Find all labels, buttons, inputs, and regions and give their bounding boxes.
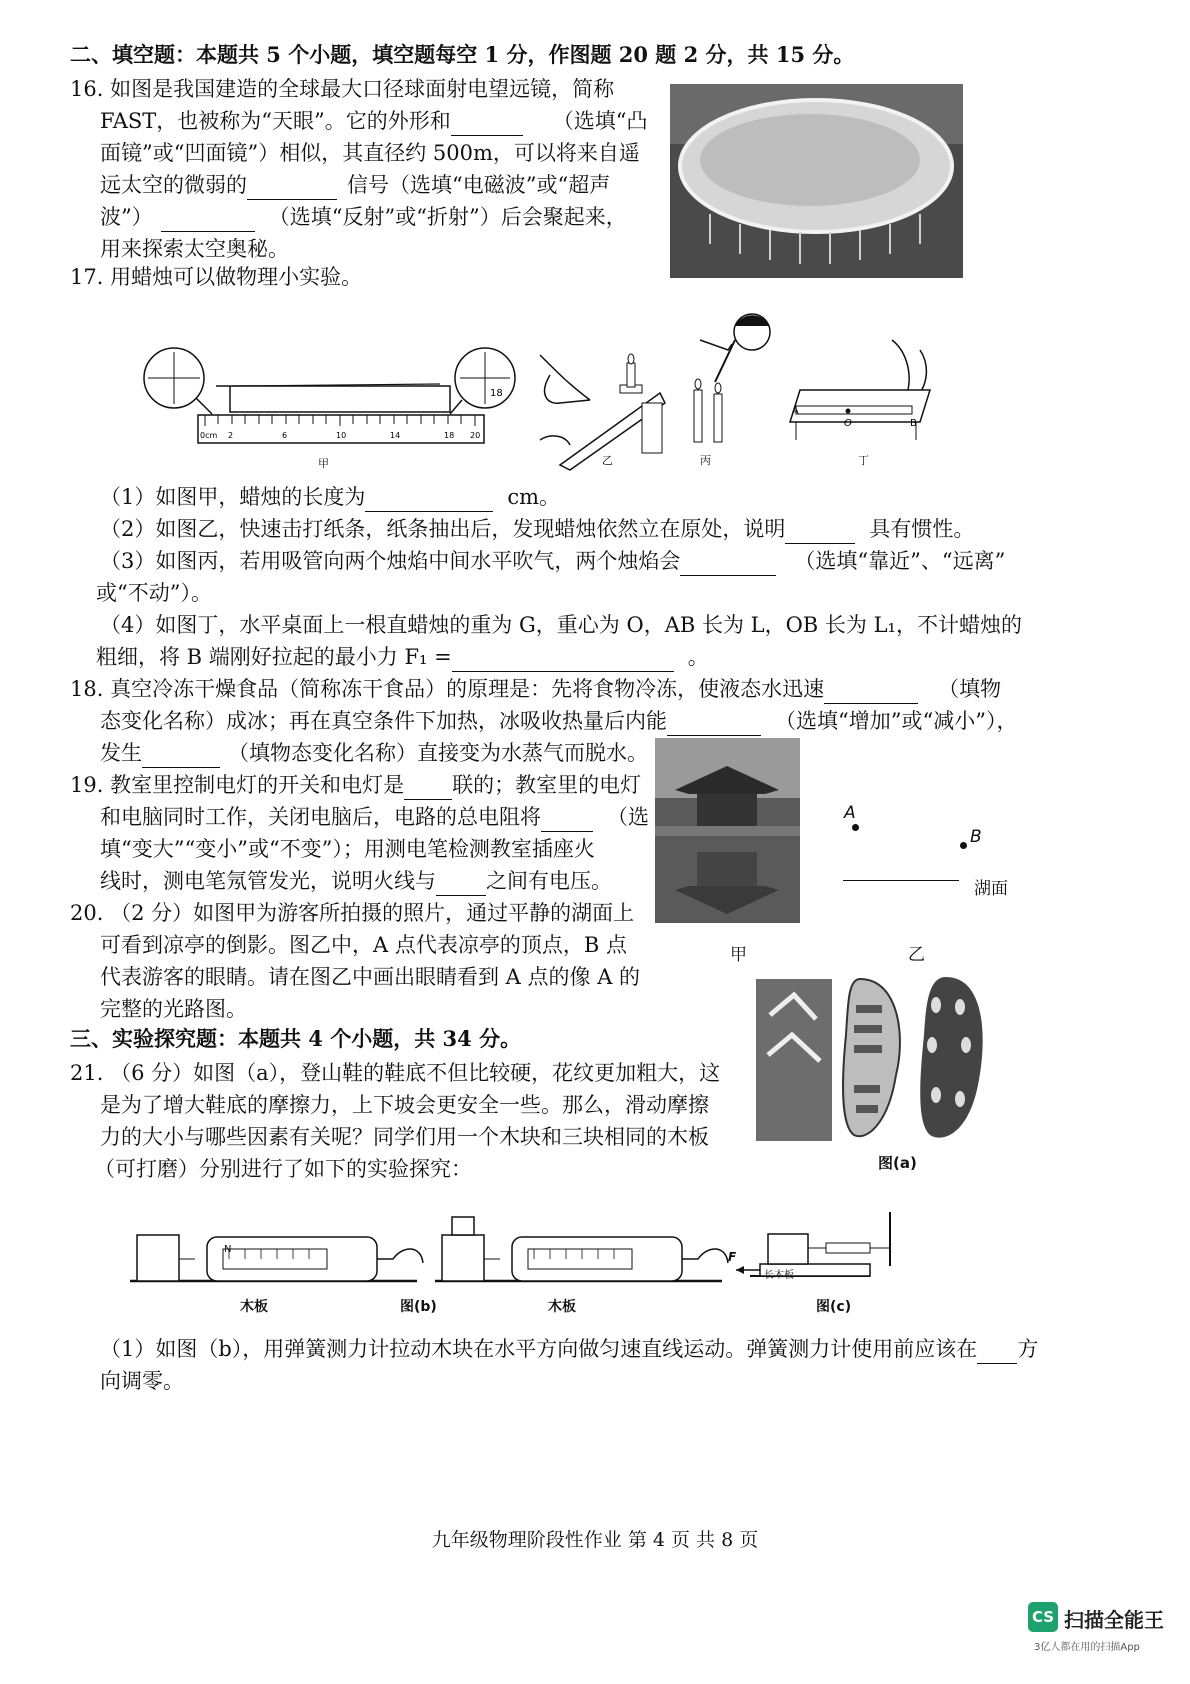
weight-b2 [452,1217,474,1235]
q16-line-5: 波”） （选填“反射”或“折射”）后会聚起来， [100,202,627,232]
ruler-number-18: 18 [444,431,455,440]
figure-jia-ruler [140,340,520,470]
q17-intro: 17. 用蜡烛可以做物理小实验。 [70,265,363,289]
q16-line-4: 远太空的微弱的 信号（选填“电磁波”或“超声 [100,170,610,200]
q16-line-2: FAST，也被称为“天眼”。它的外形和 （选填“凸 [100,106,648,136]
q21-sub-1: （1）如图（b），用弹簧测力计拉动木块在水平方向做匀速直线运动。弹簧测力计使用前应该在 方 [100,1334,1038,1364]
wood-block-c [768,1234,808,1264]
fig-21-b-label: 图(b) [400,1299,437,1315]
q16-line-3: 面镜”或“凹面镜”）相似，其直径约 500m，可以将来自遥 [100,141,640,165]
board-label-1: 木板 [240,1299,268,1315]
point-b-label: B [970,827,982,847]
fig-21-c-label: 图(c) [816,1299,852,1315]
candle-yi [627,363,635,387]
figure-b-left-setup [125,1215,425,1290]
fig-17-yi-label: 乙 [602,454,613,467]
fast-telescope-photo [670,84,963,278]
fig-20-yi-label: 乙 [908,945,925,965]
lake-surface-line [843,880,959,881]
q16-blank-3[interactable] [161,209,255,232]
q17-sub-4-cont: 粗细，将 B 端刚好拉起的最小力 F₁ = 。 [96,642,709,672]
board-label-2: 木板 [548,1299,576,1315]
figure-b-right-setup [430,1205,730,1290]
q18-blank-1[interactable] [824,681,918,704]
q16-blank-1[interactable] [451,113,523,136]
fig-17-jia-label: 甲 [318,457,329,470]
figure-c-setup [730,1208,900,1293]
q16-line-6: 用来探索太空奥秘。 [100,237,289,261]
fig-21-a-label: 图(a) [878,1154,917,1172]
wood-block-b1 [137,1235,179,1281]
hiking-shoe-photos [756,975,988,1143]
figure-yi-paper-strike [530,345,670,470]
q18-line-3: 发生 （填物态变化名称）直接变为水蒸气而脱水。 [100,738,648,768]
q17-blank-2[interactable] [785,521,855,544]
point-a-dot [852,824,859,831]
fig-17-bing-label: 丙 [700,454,711,467]
wood-block-b2 [442,1235,484,1281]
q21-line-2: 是为了增大鞋底的摩擦力，上下坡会更安全一些。那么，滑动摩擦 [100,1093,709,1117]
ruler-number-20: 20 [470,431,481,440]
candle-ding [796,406,912,414]
candle-bing-right [714,394,722,442]
q18-blank-2[interactable] [667,713,761,736]
ruler-number-2: 2 [228,431,234,440]
force-f-label: F [728,1250,737,1264]
point-b-dot [960,842,967,849]
magnifier-number: 18 [490,388,503,399]
q19-line-2: 和电脑同时工作，关闭电脑后，电路的总电阻将 （选 [100,802,649,832]
camscanner-badge: CS [1028,1602,1058,1632]
page-footer: 九年级物理阶段性作业 第 4 页 共 8 页 [431,1529,759,1551]
q21-sub-1-cont: 向调零。 [100,1369,184,1393]
ruler-number-6: 6 [282,431,288,440]
scale-b1-n: N [224,1244,232,1255]
q20-line-1: 20. （2 分）如图甲为游客所拍摄的照片，通过平静的湖面上 [70,901,635,925]
q18-line-2: 态变化名称）成冰；再在真空条件下加热，冰吸收热量后内能 （选填“增加”或“减小”）， [100,706,1017,736]
q21-line-1: 21. （6 分）如图（a），登山鞋的鞋底不但比较硬，花纹更加粗大，这 [70,1061,721,1085]
q17-blank-3[interactable] [680,553,776,576]
q16-blank-2[interactable] [247,177,337,200]
fig-17-ding-label: 丁 [858,454,869,467]
q17-sub-3-cont: 或“不动”）。 [96,581,212,605]
ruler-number-10: 10 [336,431,347,440]
point-b-ding: B [910,418,917,429]
camscanner-tagline: 3亿人都在用的扫描App [1034,1642,1140,1653]
q21-blank-1[interactable] [977,1341,1017,1364]
ruler-number-0: 0cm [200,431,218,440]
lake-label: 湖面 [974,879,1008,899]
point-a-label: A [844,803,856,823]
q18-line-1: 18. 真空冷冻干燥食品（简称冻干食品）的原理是：先将食物冷冻，使液态水迅速 （填物 [70,674,1001,704]
candle-on-ruler [216,386,450,412]
q21-line-4: （可打磨）分别进行了如下的实验探究： [94,1157,472,1181]
long-board-label: 长木板 [764,1270,794,1281]
q19-blank-2[interactable] [541,809,593,832]
q17-blank-4[interactable] [452,649,674,672]
q16-line-1: 16. 如图是我国建造的全球最大口径球面射电望远镜，简称 [70,77,615,101]
fig-20-jia-label: 甲 [730,945,747,965]
pavilion-photo [655,738,800,923]
q18-blank-3[interactable] [142,745,220,768]
q17-sub-2: （2）如图乙，快速击打纸条，纸条抽出后，发现蜡烛依然立在原处，说明 具有惯性。 [100,514,974,544]
q17-sub-4: （4）如图丁，水平桌面上一根直蜡烛的重为 G，重心为 O，AB 长为 L，OB 长为 L₁，不计蜡烛的 [100,613,1022,637]
q20-line-4: 完整的光路图。 [100,997,247,1021]
q21-line-3: 力的大小与哪些因素有关呢？同学们用一个木块和三块相同的木板 [100,1125,709,1149]
camscanner-name: 扫描全能王 [1064,1608,1164,1632]
q19-line-4: 线时，测电笔氖管发光，说明火线与 之间有电压。 [100,866,612,896]
q19-line-3: 填“变大”“变小”或“不变”）；用测电笔检测教室插座火 [100,837,595,861]
q19-line-1: 19. 教室里控制电灯的开关和电灯是 联的；教室里的电灯 [70,770,641,800]
figure-bing-candles [680,310,775,450]
q17-blank-1[interactable] [365,489,493,512]
q19-blank-3[interactable] [436,873,486,896]
q20-line-2: 可看到凉亭的倒影。图乙中，A 点代表凉亭的顶点，B 点 [100,933,627,957]
figure-ding-candle-lever [780,330,940,450]
ruler-number-14: 14 [390,431,401,440]
point-a-ding: A [792,406,799,417]
spring-scale-c [826,1243,870,1253]
candle-bing-left [694,390,702,442]
q17-sub-3: （3）如图丙，若用吸管向两个烛焰中间水平吹气，两个烛焰会 （选填“靠近”、“远离” [100,546,1005,576]
section-3-title: 三、实验探究题：本题共 4 个小题，共 34 分。 [70,1026,522,1051]
point-o-ding: O [844,418,852,429]
section-2-title: 二、填空题：本题共 5 个小题，填空题每空 1 分，作图题 20 题 2 分，共 15 分。 [70,42,855,67]
q20-line-3: 代表游客的眼睛。请在图乙中画出眼睛看到 A 点的像 A 的 [100,965,641,989]
q17-sub-1: （1）如图甲，蜡烛的长度为 cm。 [100,482,560,512]
q19-blank-1[interactable] [404,777,452,800]
